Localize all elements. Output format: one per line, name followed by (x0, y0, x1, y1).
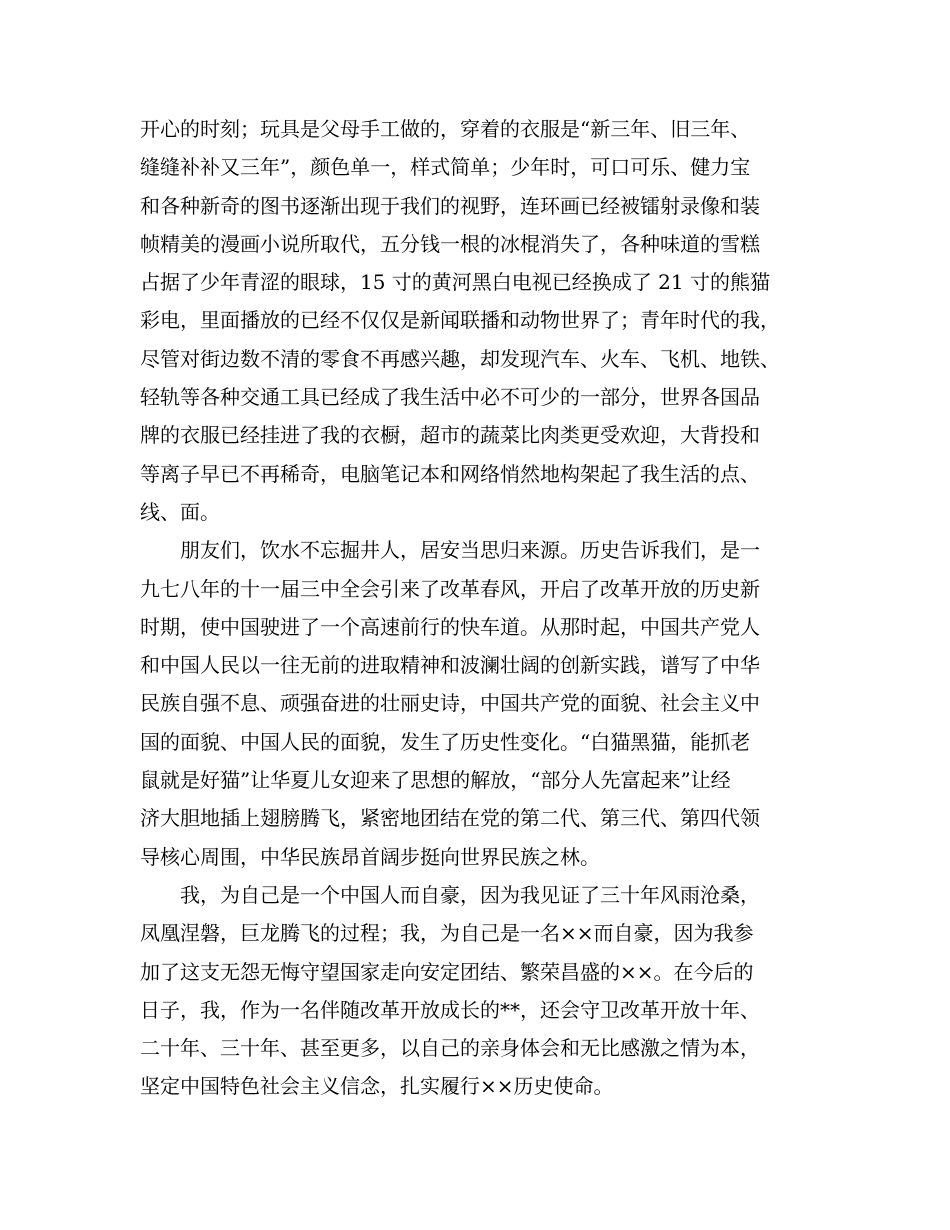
paragraph-personal-pride (140, 876, 824, 1106)
text-line: 彩电，里面播放的已经不仅仅是新闻联播和动物世界了；青年时代的我， (140, 308, 780, 333)
text-line: 鼠就是好猫”让华夏儿女迎来了思想的解放，“部分人先富起来”让经 (140, 768, 731, 793)
text-line: 轻轨等各种交通工具已经成了我生活中必不可少的一部分，世界各国品 (140, 385, 760, 410)
text-line: 等离子早已不再稀奇，电脑笔记本和网络悄然地构架起了我生活的点、 (140, 461, 760, 486)
text-line: 缝缝补补又三年”，颜色单一，样式简单；少年时，可口可乐、健力宝 (140, 155, 751, 180)
text-line: 坚定中国特色社会主义信念，扎实履行××历史使命。 (140, 1074, 614, 1099)
paragraph-reform-history (140, 531, 824, 876)
text-line: 国的面貌、中国人民的面貌，发生了历史性变化。“白猫黑猫，能抓老 (140, 729, 751, 754)
text-line: 凤凰涅磐，巨龙腾飞的过程；我，为自己是一名××而自豪，因为我参 (140, 921, 754, 946)
text-line: 日子，我，作为一名伴随改革开放成长的**，还会守卫改革开放十年、 (140, 997, 760, 1022)
text-line: 时期，使中国驶进了一个高速前行的快车道。从那时起，中国共产党人 (140, 614, 760, 639)
text-line: 济大胆地插上翅膀腾飞，紧密地团结在党的第二代、第三代、第四代领 (140, 806, 760, 831)
document-body (140, 110, 824, 1106)
text-line: 和中国人民以一往无前的进取精神和波澜壮阔的创新实践，谱写了中华 (140, 653, 760, 678)
text-line: 占据了少年青涩的眼球，15 寸的黄河黑白电视已经换成了 21 寸的熊猫 (140, 270, 770, 295)
text-line: 线、面。 (140, 499, 220, 524)
text-line: 尽管对街边数不清的零食不再感兴趣，却发现汽车、火车、飞机、地铁、 (140, 346, 780, 371)
text-line: 朋友们，饮水不忘掘井人，居安当思归来源。历史告诉我们，是一 (140, 538, 760, 563)
text-line: 牌的衣服已经挂进了我的衣橱，超市的蔬菜比肉类更受欢迎，大背投和 (140, 423, 760, 448)
text-line: 帧精美的漫画小说所取代，五分钱一根的冰棍消失了，各种味道的雪糕 (140, 231, 760, 256)
text-line: 二十年、三十年、甚至更多，以自己的亲身体会和无比感激之情为本， (140, 1036, 760, 1061)
text-line: 加了这支无怨无悔守望国家走向安定团结、繁荣昌盛的××。在今后的 (140, 959, 754, 984)
text-line: 导核心周围，中华民族昂首阔步挺向世界民族之林。 (140, 844, 600, 869)
paragraph-childhood-memories (140, 110, 824, 531)
text-line: 九七八年的十一届三中全会引来了改革春风，开启了改革开放的历史新 (140, 576, 760, 601)
text-line: 和各种新奇的图书逐渐出现于我们的视野，连环画已经被镭射录像和装 (140, 193, 760, 218)
text-line: 民族自强不息、顽强奋进的壮丽史诗，中国共产党的面貌、社会主义中 (140, 691, 760, 716)
text-line: 开心的时刻；玩具是父母手工做的，穿着的衣服是“新三年、旧三年、 (140, 117, 751, 141)
text-line: 我，为自己是一个中国人而自豪，因为我见证了三十年风雨沧桑， (140, 882, 760, 907)
